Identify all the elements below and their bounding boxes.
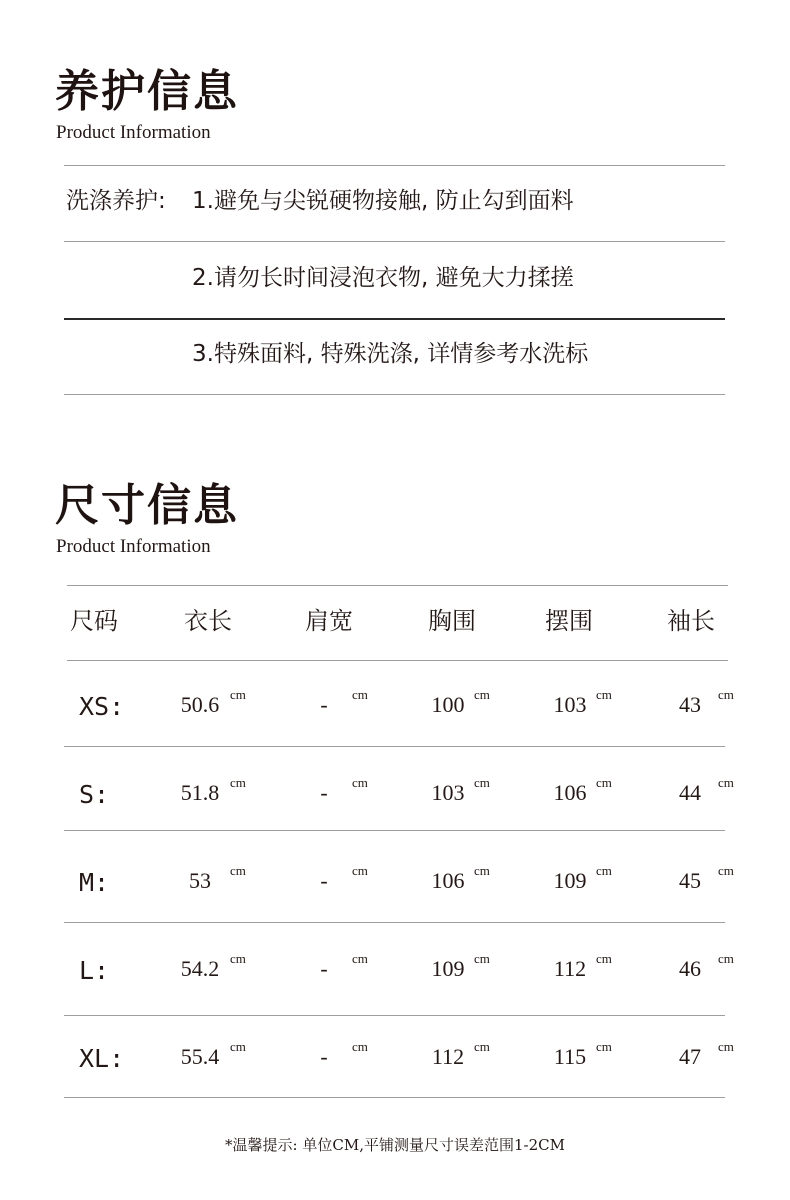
unit-label: cm <box>718 951 734 966</box>
size-section-title: 尺寸信息 <box>55 480 239 531</box>
care-instruction-1: 1.避免与尖锐硬物接触, 防止勾到面料 <box>192 188 574 214</box>
header-sleeve: 袖长 <box>667 607 715 635</box>
unit-label: cm <box>352 775 368 790</box>
size-section-subtitle: Product Information <box>56 536 211 557</box>
table-top-border <box>67 585 728 586</box>
size-value: 103 <box>431 780 465 805</box>
size-value: 54.2 <box>180 956 220 981</box>
size-value: - <box>320 868 328 893</box>
divider <box>64 1015 725 1016</box>
size-value: 43 <box>679 692 701 717</box>
unit-label: cm <box>596 775 612 790</box>
size-row-label: S: <box>79 780 110 809</box>
header-hem: 摆围 <box>545 607 593 635</box>
size-value: - <box>320 692 328 717</box>
size-value: - <box>320 956 328 981</box>
divider-dark <box>64 318 725 320</box>
size-value: - <box>320 1044 328 1069</box>
size-value: 109 <box>431 956 465 981</box>
size-value: 44 <box>679 780 701 805</box>
unit-label: cm <box>596 687 612 702</box>
divider <box>64 746 725 747</box>
unit-label: cm <box>474 1039 490 1054</box>
care-instruction-3: 3.特殊面料, 特殊洗涤, 详情参考水洗标 <box>192 341 589 367</box>
unit-label: cm <box>230 1039 246 1054</box>
size-value: 115 <box>553 1044 587 1069</box>
unit-label: cm <box>474 863 490 878</box>
size-value: 51.8 <box>180 780 220 805</box>
header-size: 尺码 <box>70 607 118 635</box>
care-label: 洗涤养护: <box>66 188 166 214</box>
unit-label: cm <box>474 951 490 966</box>
header-length: 衣长 <box>184 607 232 635</box>
size-value: - <box>320 780 328 805</box>
divider <box>64 830 725 831</box>
unit-label: cm <box>230 775 246 790</box>
care-instruction-2: 2.请勿长时间浸泡衣物, 避免大力揉搓 <box>192 265 574 291</box>
divider <box>64 922 725 923</box>
size-value: 55.4 <box>180 1044 220 1069</box>
unit-label: cm <box>718 775 734 790</box>
size-row-label: M: <box>79 868 110 897</box>
unit-label: cm <box>596 863 612 878</box>
unit-label: cm <box>596 1039 612 1054</box>
unit-label: cm <box>230 687 246 702</box>
size-value: 46 <box>679 956 701 981</box>
unit-label: cm <box>596 951 612 966</box>
unit-label: cm <box>474 687 490 702</box>
size-value: 109 <box>553 868 587 893</box>
size-value: 45 <box>679 868 701 893</box>
unit-label: cm <box>230 951 246 966</box>
unit-label: cm <box>718 687 734 702</box>
size-value: 106 <box>431 868 465 893</box>
size-value: 50.6 <box>180 692 220 717</box>
unit-label: cm <box>718 1039 734 1054</box>
header-shoulder: 肩宽 <box>305 607 353 635</box>
unit-label: cm <box>718 863 734 878</box>
table-bottom-border <box>64 1097 725 1098</box>
unit-label: cm <box>352 1039 368 1054</box>
divider <box>64 165 725 166</box>
size-row-label: XS: <box>79 692 125 721</box>
size-value: 53 <box>189 868 211 893</box>
unit-label: cm <box>352 951 368 966</box>
unit-label: cm <box>474 775 490 790</box>
footnote: *温馨提示: 单位CM,平铺测量尺寸误差范围1-2CM <box>225 1136 565 1154</box>
care-section-subtitle: Product Information <box>56 122 211 143</box>
size-value: 112 <box>431 1044 465 1069</box>
header-chest: 胸围 <box>428 607 476 635</box>
unit-label: cm <box>230 863 246 878</box>
size-row-label: L: <box>79 956 110 985</box>
size-value: 47 <box>679 1044 701 1069</box>
care-section-title: 养护信息 <box>55 66 239 117</box>
unit-label: cm <box>352 687 368 702</box>
size-value: 103 <box>553 692 587 717</box>
divider <box>64 241 725 242</box>
divider <box>64 394 725 395</box>
size-value: 106 <box>553 780 587 805</box>
size-value: 100 <box>431 692 465 717</box>
size-value: 112 <box>553 956 587 981</box>
size-row-label: XL: <box>79 1044 125 1073</box>
unit-label: cm <box>352 863 368 878</box>
divider <box>67 660 728 661</box>
